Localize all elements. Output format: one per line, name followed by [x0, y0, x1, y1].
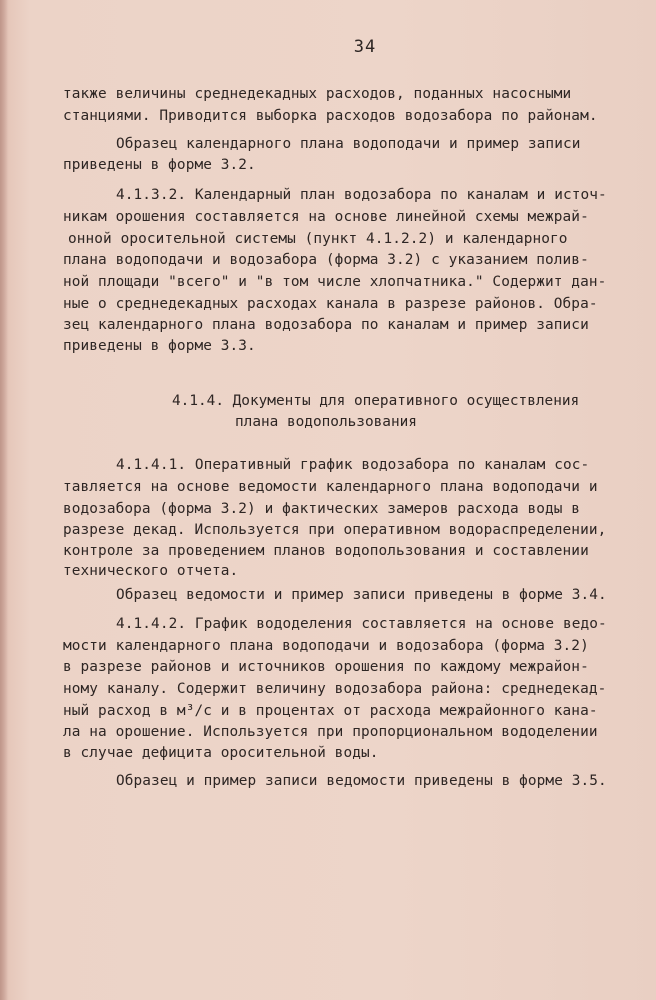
text-line: ла на орошение. Используется при пропорциональном вододелении	[63, 724, 598, 740]
text-line: Образец ведомости и пример записи приведены в форме 3.4.	[116, 587, 607, 603]
text-line: ные о среднедекадных расходах канала в разрезе районов. Обра-	[63, 296, 598, 312]
text-line: никам орошения составляется на основе линейной схемы межрай-	[63, 209, 589, 225]
page-edge-shadow	[0, 0, 8, 1000]
section-heading-continued: плана водопользования	[235, 414, 417, 430]
text-line: 4.1.4.1. Оперативный график водозабора по каналам сос-	[116, 457, 590, 473]
text-line: приведены в форме 3.3.	[63, 338, 256, 354]
text-line: водозабора (форма 3.2) и фактических замеров расхода воды в	[63, 501, 581, 517]
text-line: Образец и пример записи ведомости приведены в форме 3.5.	[116, 773, 607, 789]
text-line: зец календарного плана водозабора по каналам и пример записи	[63, 317, 589, 333]
text-line: в разрезе районов и источников орошения по каждому межрайон-	[63, 659, 589, 675]
section-heading: 4.1.4. Документы для оперативного осуществления	[172, 393, 580, 409]
text-line: разрезе декад. Используется при оперативном водораспределении,	[63, 522, 607, 538]
text-line: 4.1.3.2. Календарный план водозабора по каналам и источ-	[116, 187, 607, 203]
text-line: станциями. Приводится выборка расходов водозабора по районам.	[63, 108, 598, 124]
text-line: ный расход в м³/с и в процентах от расхода межрайонного кана-	[63, 703, 598, 719]
text-line: ному каналу. Содержит величину водозабора района: среднедекад-	[63, 681, 607, 697]
text-line: также величины среднедекадных расходов, поданных насосными	[63, 86, 572, 102]
text-line: Образец календарного плана водоподачи и пример записи	[116, 136, 581, 152]
text-line: мости календарного плана водоподачи и водозабора (форма 3.2)	[63, 638, 589, 654]
text-line: технического отчета.	[63, 563, 239, 579]
page-number: 34	[353, 37, 377, 57]
text-line: онной оросительной системы (пункт 4.1.2.2) и календарного	[68, 231, 568, 247]
text-line: контроле за проведением планов водопользования и составлении	[63, 543, 589, 559]
text-line: 4.1.4.2. График вододеления составляется на основе ведо-	[116, 616, 607, 632]
text-line: плана водоподачи и водозабора (форма 3.2) с указанием полив-	[63, 252, 589, 268]
text-line: в случае дефицита оросительной воды.	[63, 745, 379, 761]
text-line: приведены в форме 3.2.	[63, 157, 256, 173]
text-line: тавляется на основе ведомости календарного плана водоподачи и	[63, 479, 598, 495]
text-line: ной площади "всего" и "в том числе хлопчатника." Содержит дан-	[63, 274, 607, 290]
